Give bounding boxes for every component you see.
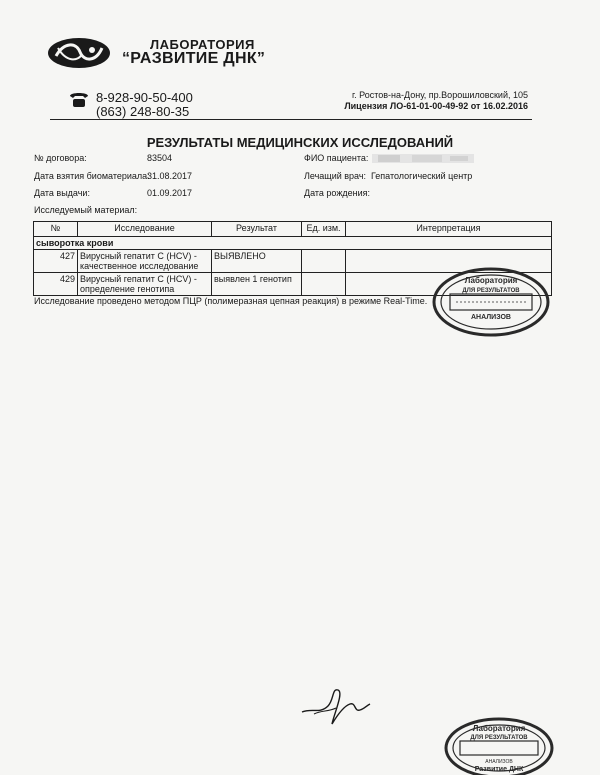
- section-row: [34, 237, 552, 250]
- contract-value: 83504: [147, 153, 173, 163]
- row-result: выявлен 1 генотип: [212, 273, 302, 296]
- col-header-result: Результат: [212, 222, 302, 237]
- phone-number-landline: (863) 248-80-35: [96, 104, 190, 119]
- material-label: Исследуемый материал:: [34, 205, 138, 215]
- header-divider: [50, 119, 532, 120]
- row-test-line1: Вирусный гепатит C (HCV) -: [80, 251, 197, 261]
- issue-date-value: 01.09.2017: [147, 188, 193, 198]
- doctor-label: Лечащий врач:: [304, 171, 367, 181]
- lab-license: Лицензия ЛО-61-01-00-49-92 от 16.02.2016: [344, 101, 528, 111]
- lab-name-line2: “РАЗВИТИЕ ДНК”: [122, 50, 266, 67]
- signature-icon: [298, 684, 372, 728]
- row-number: 429: [34, 273, 78, 296]
- stamp-band-text: ДЛЯ РЕЗУЛЬТАТОВ: [462, 288, 520, 294]
- row-test-line2: качественное исследование: [80, 261, 199, 271]
- stamp2-bottom-text: Развитие ДНК: [474, 766, 524, 773]
- birth-date-label: Дата рождения:: [304, 188, 370, 198]
- patient-label: ФИО пациента:: [304, 153, 369, 163]
- document-title: РЕЗУЛЬТАТЫ МЕДИЦИНСКИХ ИССЛЕДОВАНИЙ: [146, 135, 454, 150]
- row-test: [78, 273, 212, 296]
- phone-number-mobile: 8-928-90-50-400: [96, 90, 193, 105]
- patient-name-redacted: [372, 152, 474, 165]
- issue-date-label: Дата выдачи:: [34, 188, 90, 198]
- doctor-value: Гепатологический центр: [371, 171, 473, 181]
- col-header-test: Исследование: [78, 222, 212, 237]
- lab-logo-icon: [46, 36, 112, 70]
- lab-name-line1: ЛАБОРАТОРИЯ: [150, 37, 255, 52]
- lab-stamp-icon: [432, 267, 550, 337]
- phone-icon: [68, 90, 90, 108]
- table-header-row: [34, 222, 552, 237]
- row-number: 427: [34, 250, 78, 273]
- stamp-top-text: Лаборатория: [464, 276, 518, 285]
- section-label: сыворотка крови: [34, 237, 552, 250]
- col-header-number: №: [34, 222, 78, 237]
- lab-stamp-bottom-icon: [444, 717, 554, 775]
- stamp2-band-text: ДЛЯ РЕЗУЛЬТАТОВ: [470, 735, 528, 741]
- method-note: Исследование проведено методом ПЦР (полимеразная цепная реакция) в режиме Real-Time.: [34, 296, 428, 306]
- row-test: [78, 250, 212, 273]
- lab-address: г. Ростов-на-Дону, пр.Ворошиловский, 105: [351, 90, 528, 100]
- col-header-unit: Ед. изм.: [302, 222, 346, 237]
- col-header-interpretation: Интерпретация: [346, 222, 552, 237]
- row-unit: [302, 273, 346, 296]
- sample-date-label: Дата взятия биоматериала:: [34, 171, 150, 181]
- stamp2-bottom-word: АНАЛИЗОВ: [485, 759, 513, 765]
- row-test-line2: определение генотипа: [80, 284, 175, 294]
- row-unit: [302, 250, 346, 273]
- stamp2-top-text: Лаборатория: [472, 724, 526, 733]
- stamp-bottom-word: АНАЛИЗОВ: [471, 314, 511, 321]
- contract-label: № договора:: [34, 153, 87, 163]
- sample-date-value: 31.08.2017: [147, 171, 193, 181]
- row-test-line1: Вирусный гепатит C (HCV) -: [80, 274, 197, 284]
- row-result: ВЫЯВЛЕНО: [212, 250, 302, 273]
